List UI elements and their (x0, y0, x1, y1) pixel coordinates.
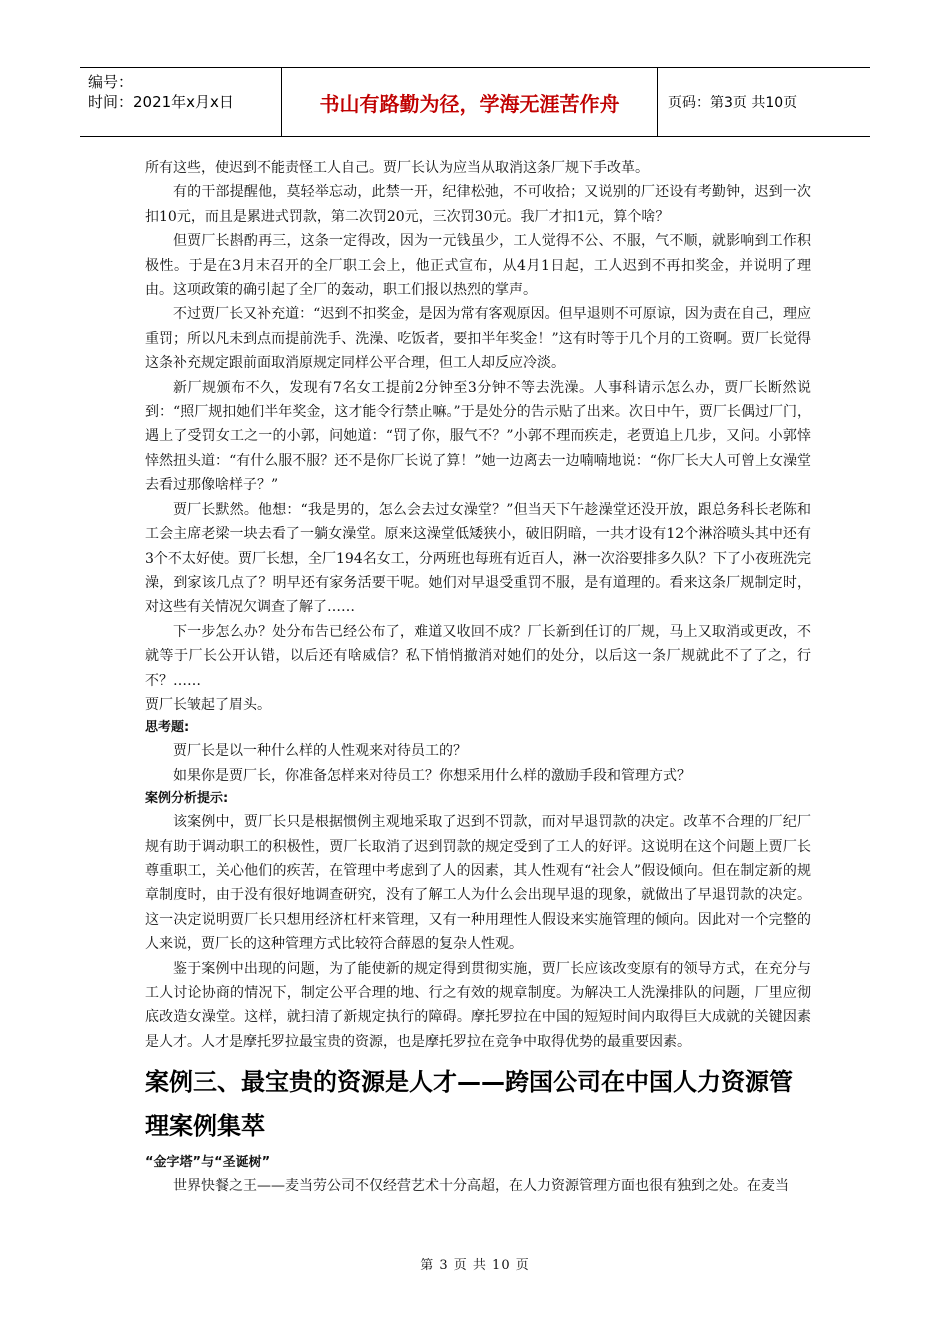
number-label: 编号： (88, 73, 134, 91)
page-footer: 第 3 页 共 10 页 (420, 1258, 530, 1273)
question-item: 如果你是贾厂长，你准备怎样来对待员工？你想采用什么样的激励手段和管理方式？ (173, 767, 691, 784)
analysis-paragraph: 鉴于案例中出现的问题，为了能使新的规定得到贯彻实施，贾厂长应该改变原有的领导方式，在充分与工人讨论协商的情况下，制定公平合理的地、行之有效的规章制度。为解决工人洗澡排队的问题，厂里应彻底改造女澡堂。这样，就扫清了新规定执行的障碍。摩托罗拉在中国的短短时间内取得巨大成就的关键因素是人才。人才是摩托罗拉最宝贵的资源，也是摩托罗拉在竞争中取得优势的最重要因素。 (145, 960, 811, 1050)
header-motto: 书山有路勤为径，学海无涯苦作舟 (282, 68, 658, 136)
paragraph: 贾厂长默然。他想：“我是男的，怎么会去过女澡堂？”但当天下午趁澡堂还没开放，跟总务科长老陈和工会主席老梁一块去看了一躺女澡堂。原来这澡堂低矮狭小，破旧阴暗，一共才设有12个淋浴喷头其中还有3个不太好使。贾厂长想，全厂194名女工，分两班也每班有近百人，淋一次浴要排多久队？下了小夜班洗完澡，到家该几点了？明早还有家务活要干呢。她们对早退受重罚不服，是有道理的。看来这条厂规制定时，对这些有关情况欠调查了解了…… (145, 501, 811, 616)
case3-subtitle: “金字塔”与“圣诞树” (145, 1155, 271, 1171)
paragraph: 但贾厂长斟酌再三，这条一定得改，因为一元钱虽少，工人觉得不公、不服，气不顺，就影响到工作积极性。于是在3月末召开的全厂职工会上，他正式宣布，从4月1日起，工人迟到不再扣奖金，并说明了理由。这项政策的确引起了全厂的轰动，职工们报以热烈的掌声。 (145, 233, 811, 299)
document-body (145, 156, 811, 1199)
header-meta (80, 68, 282, 136)
paragraph: 有的干部提醒他，莫轻举忘动，此禁一开，纪律松弛，不可收拾；又说别的厂还设有考勤钟，迟到一次扣10元，而且是累进式罚款，第二次罚20元，三次罚30元。我厂才扣1元，算个啥？ (145, 184, 811, 225)
analysis-paragraph: 该案例中，贾厂长只是根据惯例主观地采取了迟到不罚款，而对早退罚款的决定。改革不合理的厂纪厂规有助于调动职工的积极性，贾厂长取消了迟到罚款的规定受到了工人的好评。这说明在这个问题上贾厂长尊重职工，关心他们的疾苦，在管理中考虑到了人的因素，其人性观有“社会人”假设倾向。但在制定新的规章制度时，由于没有很好地调查研究，没有了解工人为什么会出现早退的现象，就做出了早退罚款的决定。这一决定说明贾厂长只想用经济杠杆来管理，又有一种用理性人假设来实施管理的倾向。因此对一个完整的人来说，贾厂长的这种管理方式比较符合薛恩的复杂人性观。 (145, 814, 811, 953)
paragraph: 新厂规颁布不久，发现有7名女工提前2分钟至3分钟不等去洗澡。人事科请示怎么办，贾厂长断然说到：“照厂规扣她们半年奖金，这才能令行禁止嘛。”于是处分的告示贴了出来。次日中午，贾厂长偶过厂门，遇上了受罚女工之一的小郭，问她道：“罚了你，服气不？”小郭不理而疾走，老贾追上几步，又问。小郭悻悻然扭头道：“有什么服不服？还不是你厂长说了算！”她一边离去一边喃喃地说：“你厂长大人可曾上女澡堂去看过那像啥样子？” (145, 379, 811, 494)
case3-first-paragraph: 世界快餐之王——麦当劳公司不仅经营艺术十分高超，在人力资源管理方面也很有独到之处。在麦当 (173, 1178, 789, 1195)
analysis-heading: 案例分析提示: (145, 791, 229, 807)
time-label: 时间：2021年x月x日 (88, 93, 234, 111)
questions-heading: 思考题: (145, 720, 190, 736)
case3-title: 案例三、最宝贵的资源是人才——跨国公司在中国人力资源管理案例集萃 (145, 1068, 793, 1141)
question-item: 贾厂长是以一种什么样的人性观来对待员工的？ (173, 743, 467, 760)
paragraph: 下一步怎么办？处分布告已经公布了，难道又收回不成？厂长新到任订的厂规，马上又取消或更改，不就等于厂长公开认错，以后还有啥威信？私下悄悄撤消对她们的处分，以后这一条厂规就此不了了之，行不？…… (145, 623, 811, 689)
paragraph: 贾厂长皱起了眉头。 (145, 696, 271, 713)
paragraph: 不过贾厂长又补充道：“迟到不扣奖金，是因为常有客观原因。但早退则不可原谅，因为责在自己，理应重罚；所以凡未到点而提前洗手、洗澡、吃饭者，要扣半年奖金！”这有时等于几个月的工资啊。贾厂长觉得这条补充规定跟前面取消原规定同样公平合理，但工人却反应冷淡。 (145, 306, 811, 372)
header-page-info: 页码：第3页 共10页 (668, 95, 798, 111)
paragraph: 所有这些，使迟到不能责怪工人自己。贾厂长认为应当从取消这条厂规下手改革。 (145, 160, 649, 176)
page-header (80, 67, 870, 137)
